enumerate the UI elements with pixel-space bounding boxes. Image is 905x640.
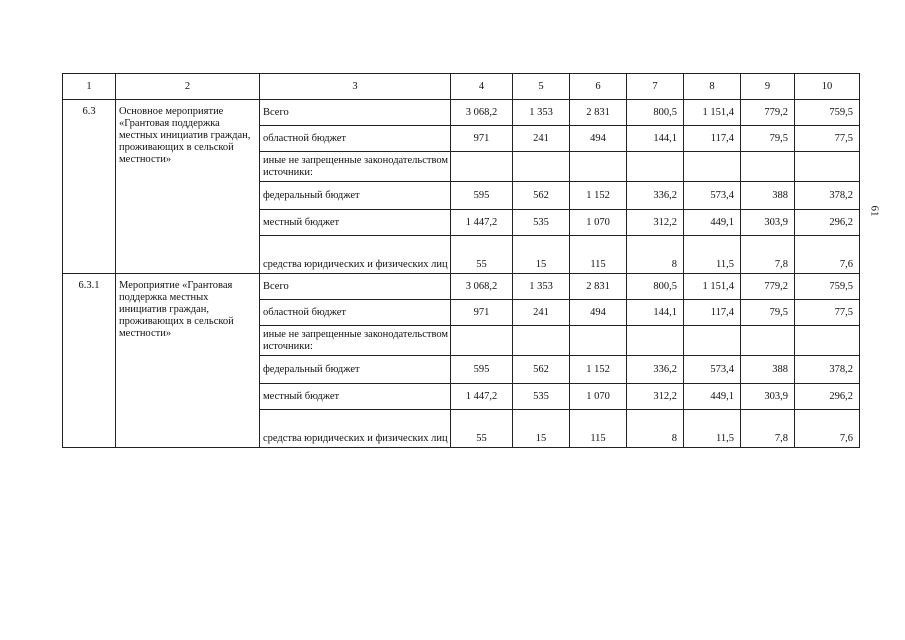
header-cell: 7	[627, 74, 684, 100]
value-cell: 449,1	[684, 210, 741, 236]
value-cell	[451, 326, 513, 356]
funding-source: областной бюджет	[260, 300, 451, 326]
value-cell: 378,2	[795, 356, 860, 384]
table-body	[63, 74, 860, 448]
funding-source: средства юридических и физических лиц	[260, 410, 451, 448]
value-cell: 8	[627, 410, 684, 448]
value-cell: 7,8	[741, 410, 795, 448]
value-cell: 336,2	[627, 182, 684, 210]
page-number: 61	[868, 205, 881, 217]
value-cell: 7,6	[795, 410, 860, 448]
value-cell	[570, 152, 627, 182]
value-cell: 241	[513, 300, 570, 326]
value-cell: 7,8	[741, 236, 795, 274]
value-cell: 79,5	[741, 126, 795, 152]
value-cell: 779,2	[741, 274, 795, 300]
value-cell: 800,5	[627, 100, 684, 126]
value-cell: 595	[451, 356, 513, 384]
value-cell: 388	[741, 356, 795, 384]
value-cell: 1 447,2	[451, 384, 513, 410]
value-cell: 1 070	[570, 210, 627, 236]
value-cell: 55	[451, 236, 513, 274]
value-cell: 115	[570, 410, 627, 448]
value-cell: 312,2	[627, 384, 684, 410]
value-cell: 3 068,2	[451, 100, 513, 126]
value-cell: 1 152	[570, 182, 627, 210]
item-name: Основное мероприятие «Грантовая поддержка местных инициатив граждан, проживающих в сельской местности»	[116, 100, 260, 274]
value-cell: 779,2	[741, 100, 795, 126]
value-cell: 11,5	[684, 236, 741, 274]
value-cell	[684, 326, 741, 356]
value-cell: 971	[451, 300, 513, 326]
value-cell: 144,1	[627, 126, 684, 152]
value-cell: 800,5	[627, 274, 684, 300]
table-row	[63, 274, 860, 300]
value-cell: 494	[570, 300, 627, 326]
value-cell: 77,5	[795, 126, 860, 152]
header-cell: 8	[684, 74, 741, 100]
funding-source: иные не запрещенные законодательством источники:	[260, 326, 451, 356]
value-cell	[795, 152, 860, 182]
funding-source: Всего	[260, 274, 451, 300]
value-cell: 2 831	[570, 100, 627, 126]
value-cell: 562	[513, 182, 570, 210]
value-cell: 79,5	[741, 300, 795, 326]
value-cell	[741, 152, 795, 182]
value-cell: 759,5	[795, 274, 860, 300]
item-index: 6.3	[63, 100, 116, 274]
value-cell: 595	[451, 182, 513, 210]
value-cell: 562	[513, 356, 570, 384]
value-cell: 1 070	[570, 384, 627, 410]
value-cell: 336,2	[627, 356, 684, 384]
value-cell: 296,2	[795, 384, 860, 410]
funding-source: местный бюджет	[260, 210, 451, 236]
value-cell: 449,1	[684, 384, 741, 410]
value-cell	[795, 326, 860, 356]
item-name: Мероприятие «Грантовая поддержка местных инициатив граждан, проживающих в сельской местности»	[116, 274, 260, 448]
funding-source: федеральный бюджет	[260, 356, 451, 384]
funding-source: иные не запрещенные законодательством источники:	[260, 152, 451, 182]
value-cell: 55	[451, 410, 513, 448]
header-cell: 1	[63, 74, 116, 100]
value-cell: 1 353	[513, 100, 570, 126]
value-cell: 971	[451, 126, 513, 152]
header-cell: 3	[260, 74, 451, 100]
budget-table	[62, 73, 860, 448]
value-cell	[741, 326, 795, 356]
value-cell: 1 151,4	[684, 274, 741, 300]
item-index: 6.3.1	[63, 274, 116, 448]
value-cell	[513, 326, 570, 356]
value-cell: 2 831	[570, 274, 627, 300]
value-cell: 115	[570, 236, 627, 274]
header-row	[63, 74, 860, 100]
value-cell: 759,5	[795, 100, 860, 126]
value-cell	[451, 152, 513, 182]
value-cell	[570, 326, 627, 356]
value-cell: 494	[570, 126, 627, 152]
value-cell	[627, 152, 684, 182]
header-cell: 4	[451, 74, 513, 100]
value-cell: 77,5	[795, 300, 860, 326]
value-cell: 11,5	[684, 410, 741, 448]
value-cell: 144,1	[627, 300, 684, 326]
value-cell: 1 447,2	[451, 210, 513, 236]
value-cell: 312,2	[627, 210, 684, 236]
value-cell: 303,9	[741, 384, 795, 410]
value-cell: 388	[741, 182, 795, 210]
value-cell: 15	[513, 410, 570, 448]
funding-source: местный бюджет	[260, 384, 451, 410]
value-cell: 535	[513, 210, 570, 236]
value-cell: 296,2	[795, 210, 860, 236]
header-cell: 2	[116, 74, 260, 100]
value-cell	[513, 152, 570, 182]
table-row	[63, 100, 860, 126]
funding-source: областной бюджет	[260, 126, 451, 152]
header-cell: 9	[741, 74, 795, 100]
value-cell: 8	[627, 236, 684, 274]
value-cell: 378,2	[795, 182, 860, 210]
value-cell: 117,4	[684, 126, 741, 152]
value-cell: 535	[513, 384, 570, 410]
header-cell: 6	[570, 74, 627, 100]
funding-source: федеральный бюджет	[260, 182, 451, 210]
funding-source: средства юридических и физических лиц	[260, 236, 451, 274]
value-cell: 117,4	[684, 300, 741, 326]
header-cell: 5	[513, 74, 570, 100]
value-cell: 15	[513, 236, 570, 274]
value-cell: 1 151,4	[684, 100, 741, 126]
value-cell: 3 068,2	[451, 274, 513, 300]
value-cell	[627, 326, 684, 356]
value-cell	[684, 152, 741, 182]
value-cell: 241	[513, 126, 570, 152]
value-cell: 7,6	[795, 236, 860, 274]
value-cell: 303,9	[741, 210, 795, 236]
value-cell: 573,4	[684, 356, 741, 384]
value-cell: 1 152	[570, 356, 627, 384]
value-cell: 1 353	[513, 274, 570, 300]
value-cell: 573,4	[684, 182, 741, 210]
funding-source: Всего	[260, 100, 451, 126]
header-cell: 10	[795, 74, 860, 100]
